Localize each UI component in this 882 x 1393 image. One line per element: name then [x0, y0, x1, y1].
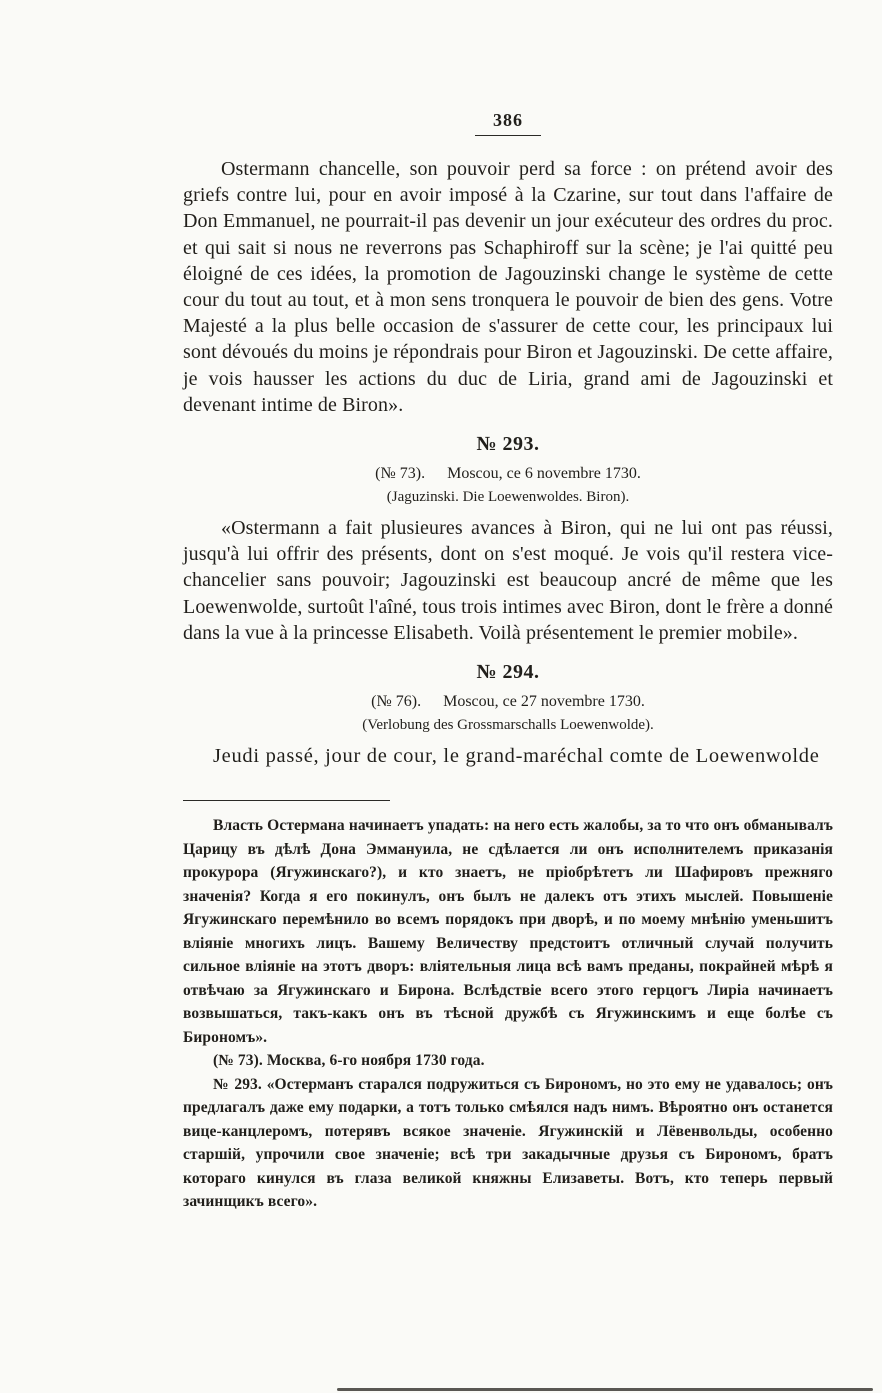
doc-294-subtitle: (Verlobung des Grossmarschalls Loewenwolde).: [362, 717, 654, 734]
scan-edge-artifact: [337, 1388, 873, 1391]
footnote-2: № 293. «Остерманъ старался подружиться съ Бирономъ, но это ему не удавалось; онъ предлагалъ даже ему подарки, а тотъ только смѣялся надъ нимъ. Вѣроятно онъ останется вице-канцлеромъ, потерявъ всякое значеніе. Ягужинскій и Лёвенвольды, особенно старшій, упрочили свое значеніе; всѣ три закадычные друзья съ Бирономъ, братъ котораго кинулся въ глаза великой княжны Елизаветы. Вотъ, кто теперь первый зачинщикъ всего».: [183, 1075, 833, 1211]
footnote-separator: [183, 800, 390, 801]
page-number: 386: [475, 110, 541, 136]
footnotes: [183, 814, 833, 1214]
doc-294-date: Moscou, ce 27 novembre 1730.: [443, 693, 645, 711]
doc-294-body: Jeudi passé, jour de cour, le grand-maréchal comte de Loewenwolde: [213, 745, 820, 768]
opening-paragraph: Ostermann chancelle, son pouvoir perd sa force : on prétend avoir des griefs contre lui, pour en avoir imposé à la Czarine, sur tout dans l'affaire de Don Emmanuel, ne pourrait-il pas devenir un jour exécuteur des ordres du proc. et qui sait si nous ne reverrons pas Schaphiroff sur la scène; je l'ai quitté peu éloigné de ces idées, la promotion de Jagouzinski change le système de cette cour du tout au tout, et à mon sens tronquera le pouvoir de bien des gens. Votre Majesté a la plus belle occasion de s'assurer de cette cour, les principaux lui sont dévoués du moins je répondrais pour Biron et Jagouzinski. De cette affaire, je vois hausser les actions du duc de Liria, grand ami de Jagouzinski et devenant intime de Biron».: [183, 158, 833, 416]
doc-293-ref: (№ 73).: [375, 465, 426, 483]
footnote-1-source: (№ 73). Москва, 6-го ноября 1730 года.: [213, 1052, 485, 1070]
doc-294-ref: (№ 76).: [371, 693, 422, 711]
doc-293-dateline: [183, 463, 833, 485]
doc-293-subtitle: (Jaguzinski. Die Loewenwoldes. Biron).: [386, 489, 630, 506]
doc-293-heading: № 293.: [476, 433, 540, 456]
doc-293-date: Moscou, ce 6 novembre 1730.: [447, 465, 641, 483]
doc-294-heading: № 294.: [476, 661, 540, 684]
text-block: [183, 156, 833, 1214]
doc-294-dateline: [183, 691, 833, 713]
footnote-1: Власть Остермана начинаетъ упадать: на него есть жалобы, за то что онъ обманывалъ Царицу въ дѣлѣ Дона Эммануила, не сдѣлается ли онъ исполнителемъ приказанія прокурора (Ягужинскаго?), и кто знаетъ, не пріобрѣтетъ ли Шафировъ прежняго значенія? Когда я его покинулъ, онъ былъ не далекъ отъ этихъ мыслей. Повышеніе Ягужинскаго перемѣнило во всемъ порядокъ при дворѣ, и по моему мнѣнію уменьшитъ вліяніе многихъ лицъ. Вашему Величеству предстоитъ отличный случай получить сильное вліяніе на этотъ дворъ: вліятельныя лица всѣ вамъ преданы, покрайней мѣрѣ я отвѣчаю за Ягужинскаго и Бирона. Вслѣдствіе всего этого герцогъ Лиріа начинаетъ возвышаться, такъ-какъ онъ въ тѣсной дружбѣ съ Ягужинскимъ и еще болѣе съ Бирономъ».: [183, 817, 833, 1046]
doc-293-body: «Ostermann a fait plusieures avances à Biron, qui ne lui ont pas réussi, jusqu'à lui offrir des présents, dont on s'est moqué. Je vois qu'il restera vice-chancelier sans pouvoir; Jagouzinski est beaucoup ancré de même que les Loewenwolde, surtoût l'aîné, tous trois intimes avec Biron, dont le frère a donné dans la vue à la princesse Elisabeth. Voilà présentement le premier mobile».: [183, 517, 833, 644]
page-header: [183, 110, 833, 136]
